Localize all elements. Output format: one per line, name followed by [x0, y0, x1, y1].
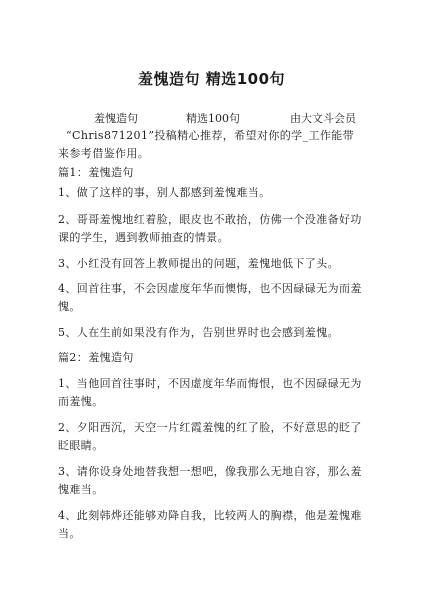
section-1-item-1: 1、做了这样的事，别人都感到羞愧难当。 — [58, 186, 271, 199]
meta-source: 由大文斗会员 — [290, 112, 356, 125]
section-1-item-2: 2、哥哥羞愧地红着脸，眼皮也不敢抬，仿佛一个没准备好功课的学生，遇到教师抽查的情景。 — [58, 213, 362, 244]
meta-topic: 羞愧造句 — [94, 112, 138, 125]
meta-collection: 精选100句 — [186, 112, 240, 125]
section-2-heading: 篇2：羞愧造句 — [58, 351, 134, 364]
section-2-item-2: 2、夕阳西沉，天空一片红霞羞愧的红了脸，不好意思的眨了眨眼睛。 — [58, 421, 362, 452]
section-1-item-4: 4、回首往事，不会因虚度年华而懊悔，也不因碌碌无为而羞愧。 — [58, 282, 362, 313]
section-1-item-5: 5、人在生前如果没有作为，告别世界时也会感到羞愧。 — [58, 326, 339, 339]
document-body — [58, 127, 363, 547]
document-meta-row — [86, 110, 376, 126]
section-1-item-3: 3、小红没有回答上教师提出的问题，羞愧地低下了头。 — [58, 257, 339, 270]
section-2-item-1: 1、当他回首往事时，不因虚度年华而悔恨，也不因碌碌无为而羞愧。 — [58, 377, 362, 408]
section-1-heading: 篇1：羞愧造句 — [58, 166, 134, 179]
intro-paragraph: “Chris871201”投稿精心推荐，希望对你的学_工作能带来参考借鉴作用。 — [58, 129, 355, 160]
section-2-item-4: 4、此刻韩烨还能够劝降自我，比较两人的胸襟，他是羞愧难当。 — [58, 509, 362, 540]
section-2-item-3: 3、请你设身处地替我想一想吧，像我那么无地自容，那么羞愧难当。 — [58, 465, 362, 496]
document-title: 羞愧造句 精选100句 — [137, 70, 286, 88]
